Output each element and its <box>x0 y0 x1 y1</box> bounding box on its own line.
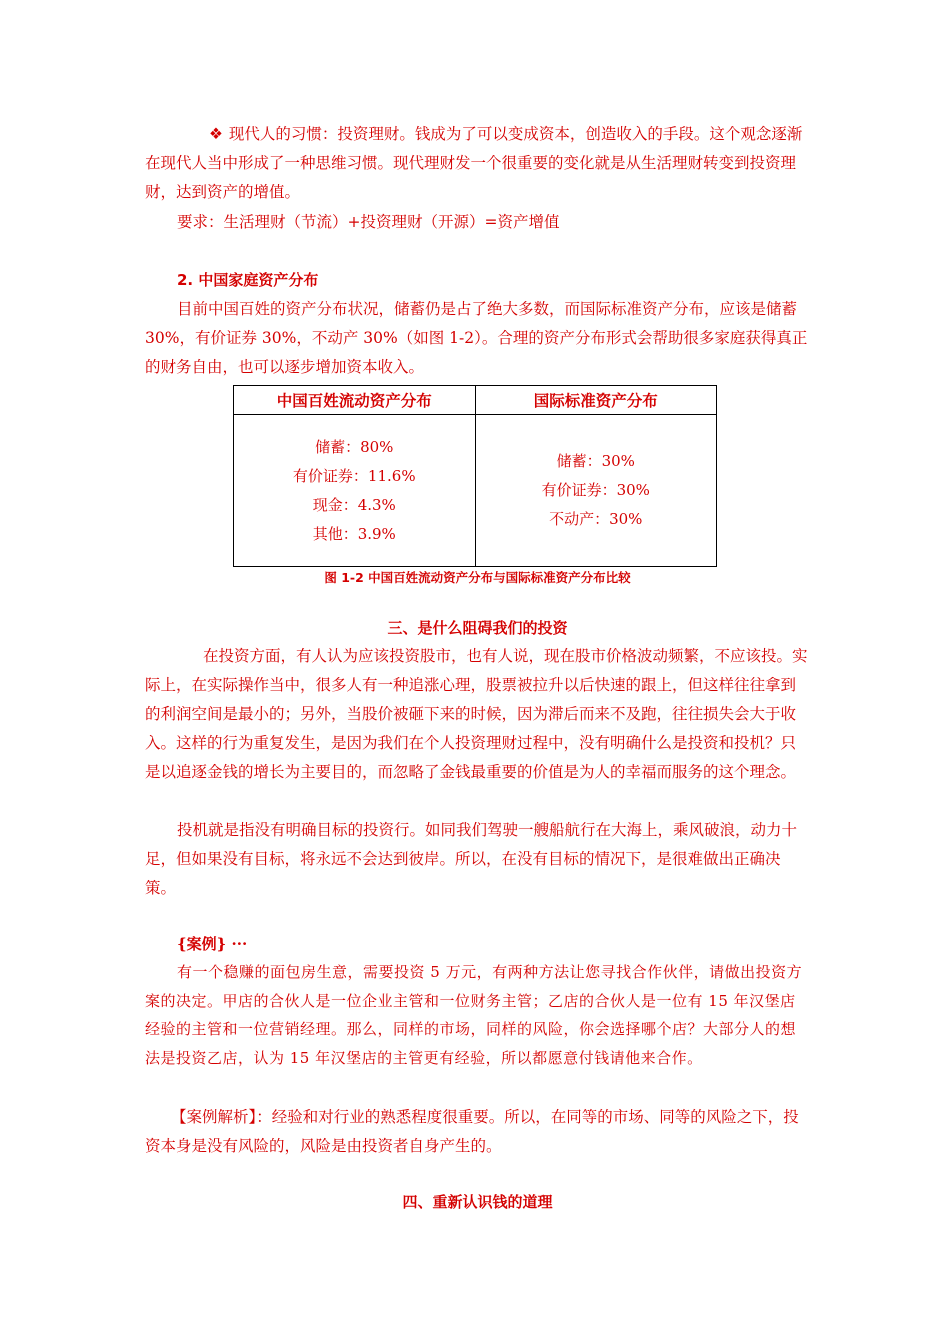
china-savings: 储蓄：80% <box>315 437 394 456</box>
section3-paragraph-2: 投机就是指没有明确目标的投资行。如同我们驾驶一艘船航行在大海上，乘风破浪，动力十足，但如果没有目标，将永远不会达到彼岸。所以，在没有目标的情况下，是很难做出正确决策。 <box>145 821 798 897</box>
china-cell <box>234 415 476 567</box>
section3-paragraph-1: 在投资方面，有人认为应该投资股市，也有人说，现在股市价格波动频繁，不应该投。实际上，在实际操作当中，很多人有一种追涨心理，股票被拉升以后快速的跟上，但这样往往拿到的利润空间是最小的；另外，当股价被砸下来的时候，因为滞后而来不及跑，往往损失会大于收入。这样的行为重复发生，是因为我们在个人投资理财过程中，没有明确什么是投资和投机？只是以追逐金钱的增长为主要目的，而忽略了金钱最重要的价值是为人的幸福而服务的这个理念。 <box>145 647 808 781</box>
china-cash: 现金：4.3% <box>312 495 396 514</box>
intl-real-estate: 不动产：30% <box>549 510 643 528</box>
intl-savings: 储蓄：30% <box>556 452 635 470</box>
intl-header: 国际标准资产分布 <box>475 386 717 415</box>
intl-cell <box>475 415 717 567</box>
figure-caption: 图 1-2 中国百姓流动资产分布与国际标准资产分布比较 <box>324 570 631 585</box>
table-body-row <box>234 415 717 567</box>
asset-distribution-table <box>233 385 717 567</box>
section2-paragraph: 目前中国百姓的资产分布状况，储蓄仍是占了绝大多数，而国际标准资产分布，应该是储蓄 30%，有价证券 30%，不动产 30%（如图 1-2）。合理的资产分布形式会帮助很多家庭获得真正的财务自由，也可以逐步增加资本收入。 <box>145 300 808 376</box>
intro-paragraph <box>145 120 810 207</box>
intro-text: 现代人的习惯：投资理财。钱成为了可以变成资本，创造收入的手段。这个观念逐渐在现代人当中形成了一种思维习惯。现代理财发一个很重要的变化就是从生活理财转变到投资理财，达到资产的增值。 <box>145 125 803 201</box>
case-analysis: 【案例解析】：经验和对行业的熟悉程度很重要。所以，在同等的市场、同等的风险之下，投资本身是没有风险的，风险是由投资者自身产生的。 <box>145 1108 799 1155</box>
china-securities: 有价证券：11.6% <box>292 466 416 485</box>
section4-heading: 四、重新认识钱的道理 <box>402 1193 553 1211</box>
intl-securities: 有价证券：30% <box>541 481 650 499</box>
diamond-bullet-icon: ❖ <box>209 125 223 143</box>
section2-heading: 2. 中国家庭资产分布 <box>177 271 319 289</box>
case-body: 有一个稳赚的面包房生意，需要投资 5 万元，有两种方法让您寻找合作伙伴，请做出投资方案的决定。甲店的合伙人是一位企业主管和一位财务主管；乙店的合伙人是一位有 15 年汉堡店经验的主管和一位营销经理。那么，同样的市场，同样的风险，你会选择哪个店？大部分人的想法是投资乙店，认为 15 年汉堡店的主管更有经验，所以都愿意付钱请他来合作。 <box>145 963 803 1067</box>
requirement-line: 要求：生活理财（节流）+投资理财（开源）=资产增值 <box>177 213 560 231</box>
china-header: 中国百姓流动资产分布 <box>234 386 476 415</box>
case-title: {案例} ··· <box>177 935 248 953</box>
china-other: 其他：3.9% <box>312 524 396 543</box>
table-header-row <box>234 386 717 415</box>
section3-heading: 三、是什么阻碍我们的投资 <box>387 619 568 637</box>
